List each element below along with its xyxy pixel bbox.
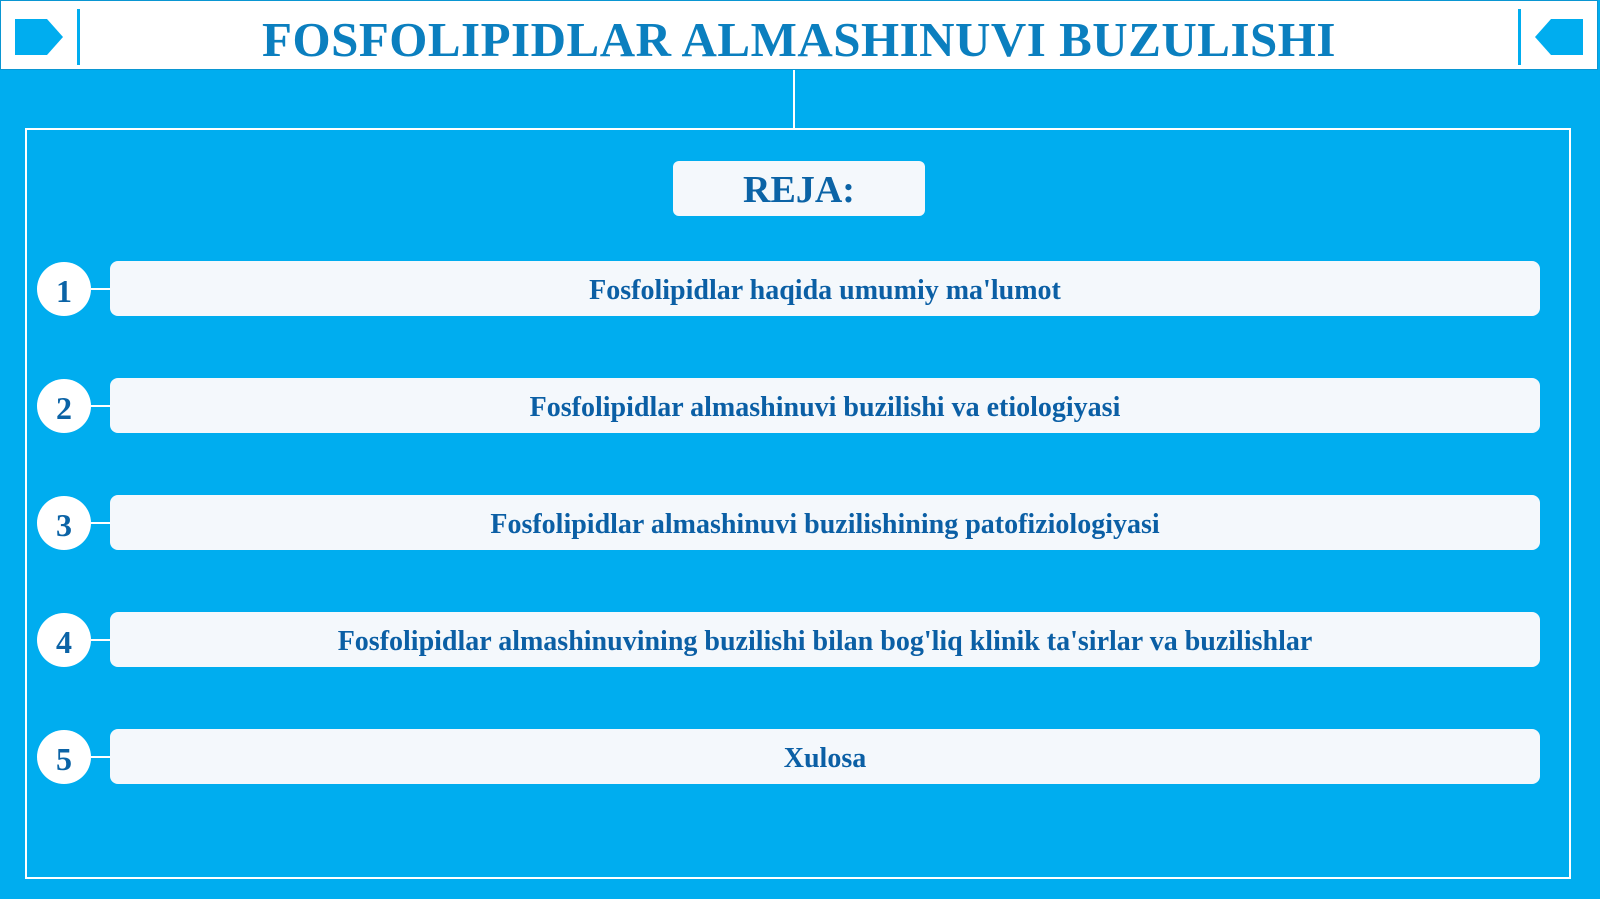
plan-item-connector <box>91 756 111 758</box>
plan-item-number: 1 <box>37 262 91 316</box>
page-title: FOSFOLIPIDLAR ALMASHINUVI BUZULISHI <box>262 12 1336 67</box>
plan-item-label: Xulosa <box>110 729 1540 784</box>
plan-item-connector <box>91 522 111 524</box>
plan-item-connector <box>91 639 111 641</box>
plan-item-label: Fosfolipidlar haqida umumiy ma'lumot <box>110 261 1540 316</box>
plan-item <box>0 493 1600 553</box>
plan-item <box>0 259 1600 319</box>
plan-item-number: 2 <box>37 379 91 433</box>
plan-heading: REJA: <box>673 161 925 216</box>
plan-item-number: 3 <box>37 496 91 550</box>
plan-item <box>0 610 1600 670</box>
plan-item-connector <box>91 288 111 290</box>
plan-item-label: Fosfolipidlar almashinuvining buzilishi bilan bog'liq klinik ta'sirlar va buzilishlar <box>110 612 1540 667</box>
plan-item <box>0 727 1600 787</box>
arrow-right-icon <box>15 19 63 55</box>
plan-item-number: 4 <box>37 613 91 667</box>
header-connector-line <box>793 70 795 128</box>
plan-item <box>0 376 1600 436</box>
header-divider-right <box>1518 9 1521 65</box>
arrow-left-icon <box>1535 19 1583 55</box>
header-divider-left <box>77 9 80 65</box>
plan-item-label: Fosfolipidlar almashinuvi buzilishi va etiologiyasi <box>110 378 1540 433</box>
plan-item-connector <box>91 405 111 407</box>
plan-item-number: 5 <box>37 730 91 784</box>
plan-item-label: Fosfolipidlar almashinuvi buzilishining patofiziologiyasi <box>110 495 1540 550</box>
header-bar <box>0 0 1598 70</box>
